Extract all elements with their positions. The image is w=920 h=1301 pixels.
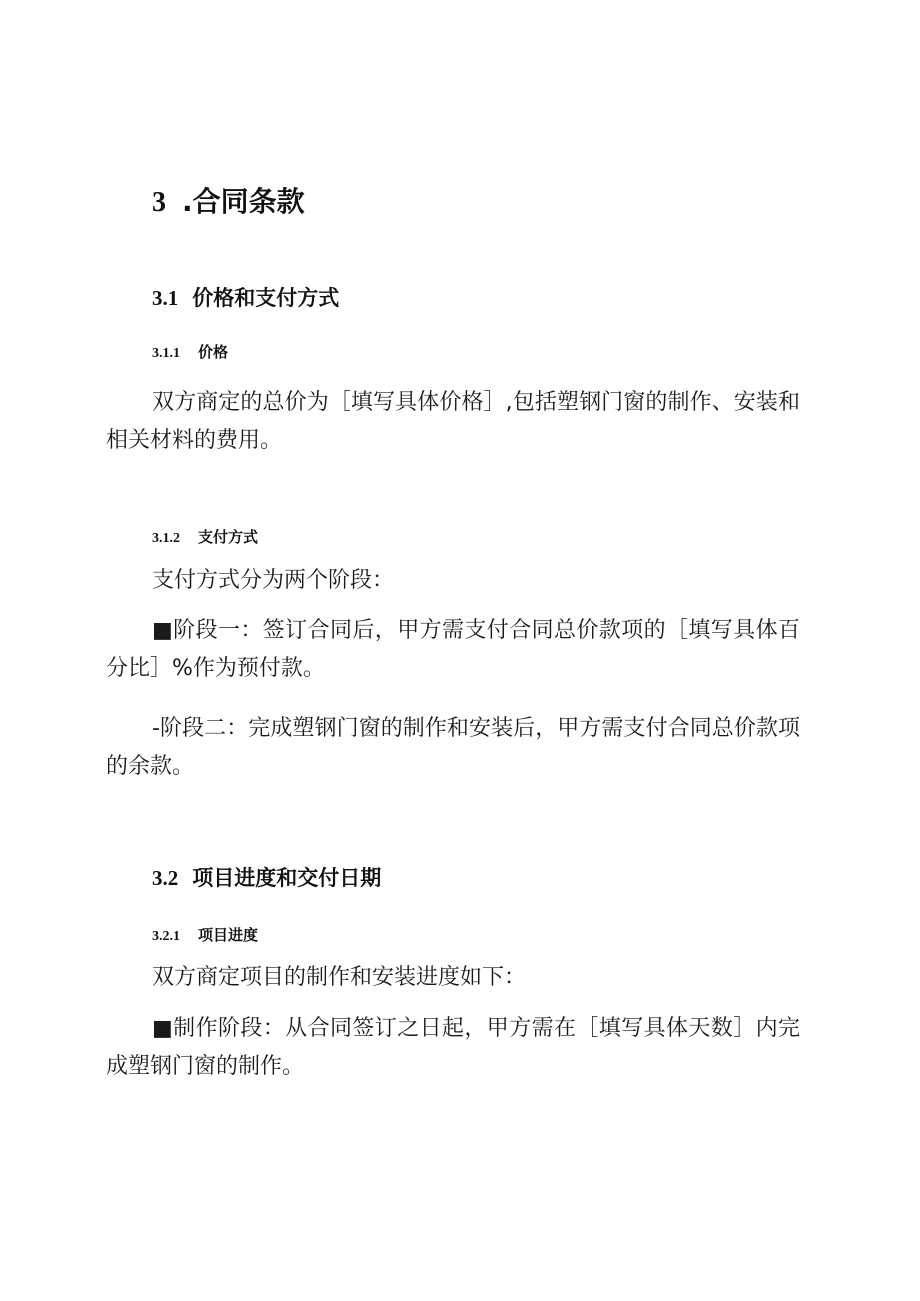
subsection-number: 3.2.1 [152, 929, 180, 944]
section-number: 3.2 [152, 866, 179, 890]
payment-stage-2-paragraph: -阶段二：完成塑钢门窗的制作和安装后，甲方需支付合同总价款项的余款。 [106, 716, 800, 779]
schedule-stage-1-paragraph: ■制作阶段：从合同签订之日起，甲方需在［填写具体天数］内完成塑钢门窗的制作。 [106, 1016, 800, 1079]
section-heading-3 [152, 180, 305, 220]
section-title: .合同条款 [182, 185, 305, 218]
subsection-heading-3-1-2 [152, 526, 258, 547]
subsection-title: 价格 [198, 343, 229, 361]
section-number: 3.1 [152, 286, 179, 310]
subsection-heading-3-1-1 [152, 341, 228, 362]
section-title: 价格和支付方式 [192, 286, 340, 310]
price-paragraph: 双方商定的总价为［填写具体价格］,包括塑钢门窗的制作、安装和相关材料的费用。 [106, 390, 800, 453]
section-title: 项目进度和交付日期 [192, 866, 382, 890]
subsection-heading-3-2-1 [152, 924, 258, 945]
payment-intro-paragraph: 支付方式分为两个阶段： [152, 568, 395, 593]
schedule-intro-paragraph: 双方商定项目的制作和安装进度如下： [152, 965, 527, 990]
section-heading-3-2 [152, 862, 381, 892]
subsection-number: 3.1.2 [152, 531, 180, 546]
subsection-title: 项目进度 [198, 926, 259, 944]
section-number: 3 [152, 187, 166, 218]
subsection-title: 支付方式 [198, 528, 259, 546]
payment-stage-1-paragraph: ■阶段一：签订合同后，甲方需支付合同总价款项的［填写具体百分比］%作为预付款。 [106, 618, 800, 681]
subsection-number: 3.1.1 [152, 346, 180, 361]
section-heading-3-1 [152, 282, 339, 312]
